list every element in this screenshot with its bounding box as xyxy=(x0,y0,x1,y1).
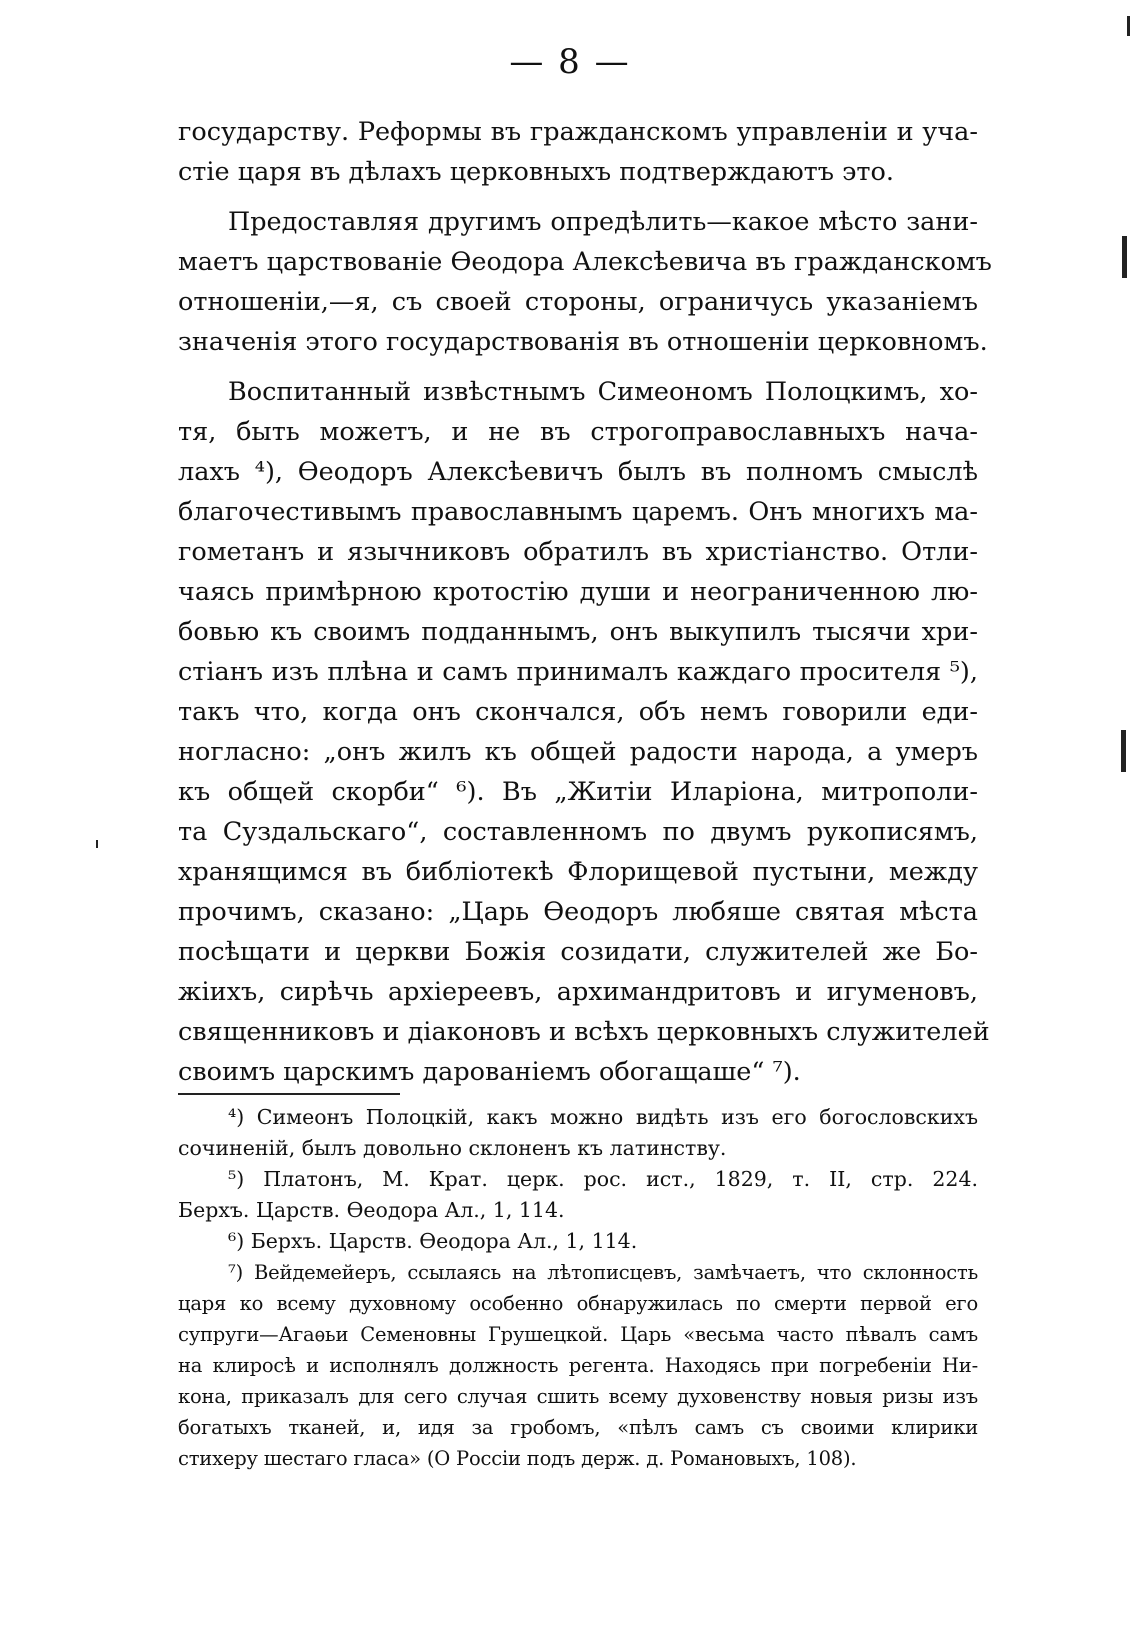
text-line: своимъ царскимъ дарованіемъ обогащаше“ ⁷). xyxy=(178,1057,801,1087)
footnote-line: царя ко всему духовному особенно обнаружилась по смерти первой его xyxy=(178,1292,978,1315)
footnote-line: сочиненій, былъ довольно склоненъ къ латинству. xyxy=(178,1136,727,1160)
text-line: маетъ царствованіе Ѳеодора Алексѣевича въ гражданскомъ xyxy=(178,247,992,277)
footnote-divider xyxy=(178,1093,400,1095)
footnote-line: на клиросѣ и исполнялъ должность регента. Находясь при погребеніи Ни- xyxy=(178,1354,978,1377)
text-line: стіанъ изъ плѣна и самъ принималъ каждаго просителя ⁵), xyxy=(178,657,978,687)
footnote-line: ⁶) Берхъ. Царств. Ѳеодора Ал., 1, 114. xyxy=(228,1229,638,1253)
footnote-line: супруги—Агаѳьи Семеновны Грушецкой. Царь «весьма часто пѣвалъ самъ xyxy=(178,1323,978,1346)
text-line: Воспитанный извѣстнымъ Симеономъ Полоцкимъ, хо- xyxy=(228,377,978,407)
footnote-line: стихеру шестаго гласа» (О Россіи подъ держ. д. Романовыхъ, 108). xyxy=(178,1447,857,1470)
text-line: государству. Реформы въ гражданскомъ управленіи и уча- xyxy=(178,117,978,147)
footnote-line: Берхъ. Царств. Ѳеодора Ал., 1, 114. xyxy=(178,1198,565,1222)
footnote-line: ⁴) Симеонъ Полоцкій, какъ можно видѣть изъ его богословскихъ xyxy=(228,1105,978,1129)
text-line: посѣщати и церкви Божія созидати, служителей же Бо- xyxy=(178,937,978,967)
scan-artifact xyxy=(1127,16,1130,36)
text-line: жіихъ, сирѣчь архіереевъ, архимандритовъ и игуменовъ, xyxy=(178,977,978,1007)
text-line: прочимъ, сказано: „Царь Ѳеодоръ любяше святая мѣста xyxy=(178,897,978,927)
page-number: — 8 — xyxy=(509,42,631,82)
text-line: Предоставляя другимъ опредѣлить—какое мѣсто зани- xyxy=(228,207,978,237)
scan-artifact xyxy=(1122,236,1127,278)
text-line: благочестивымъ православнымъ царемъ. Онъ многихъ ма- xyxy=(178,497,978,527)
text-line: отношеніи,—я, съ своей стороны, ограничусь указаніемъ xyxy=(178,287,978,317)
text-line: священниковъ и діаконовъ и всѣхъ церковныхъ служителей xyxy=(178,1017,990,1047)
text-line: лахъ ⁴), Ѳеодоръ Алексѣевичъ былъ въ полномъ смыслѣ xyxy=(178,457,978,487)
footnote-line: ⁷) Вейдемейеръ, ссылаясь на лѣтописцевъ, замѣчаетъ, что склонность xyxy=(228,1261,978,1284)
text-line: ногласно: „онъ жилъ къ общей радости народа, а умеръ xyxy=(178,737,978,767)
footnote-line: богатыхъ тканей, и, идя за гробомъ, «пѣлъ самъ съ своими клирики xyxy=(178,1416,978,1439)
footnote-line: ⁵) Платонъ, М. Крат. церк. рос. ист., 1829, т. II, стр. 224. xyxy=(228,1167,978,1191)
main-text xyxy=(178,112,992,1092)
text-line: бовью къ своимъ подданнымъ, онъ выкупилъ тысячи хри- xyxy=(178,617,978,647)
text-line: такъ что, когда онъ скончался, объ немъ говорили еди- xyxy=(178,697,978,727)
text-line: та Суздальскаго“, составленномъ по двумъ рукописямъ, xyxy=(178,817,978,847)
text-line: чаясь примѣрною кротостію души и неограниченною лю- xyxy=(178,577,978,607)
text-line: къ общей скорби“ ⁶). Въ „Житіи Иларіона, митрополи- xyxy=(178,777,978,807)
text-line: стіе царя въ дѣлахъ церковныхъ подтверждаютъ это. xyxy=(178,157,894,187)
scan-artifact xyxy=(96,840,98,848)
text-line: гометанъ и язычниковъ обратилъ въ христіанство. Отли- xyxy=(178,537,978,567)
footnote-line: кона, приказалъ для сего случая сшить всему духовенству новыя ризы изъ xyxy=(178,1385,978,1408)
scan-artifact xyxy=(1121,730,1126,772)
footnotes xyxy=(178,1102,978,1474)
text-line: тя, быть можетъ, и не въ строгоправославныхъ нача- xyxy=(178,417,978,447)
text-line: значенія этого государствованія въ отношеніи церковномъ. xyxy=(178,327,988,357)
text-line: хранящимся въ библіотекѣ Флорищевой пустыни, между xyxy=(178,857,978,887)
